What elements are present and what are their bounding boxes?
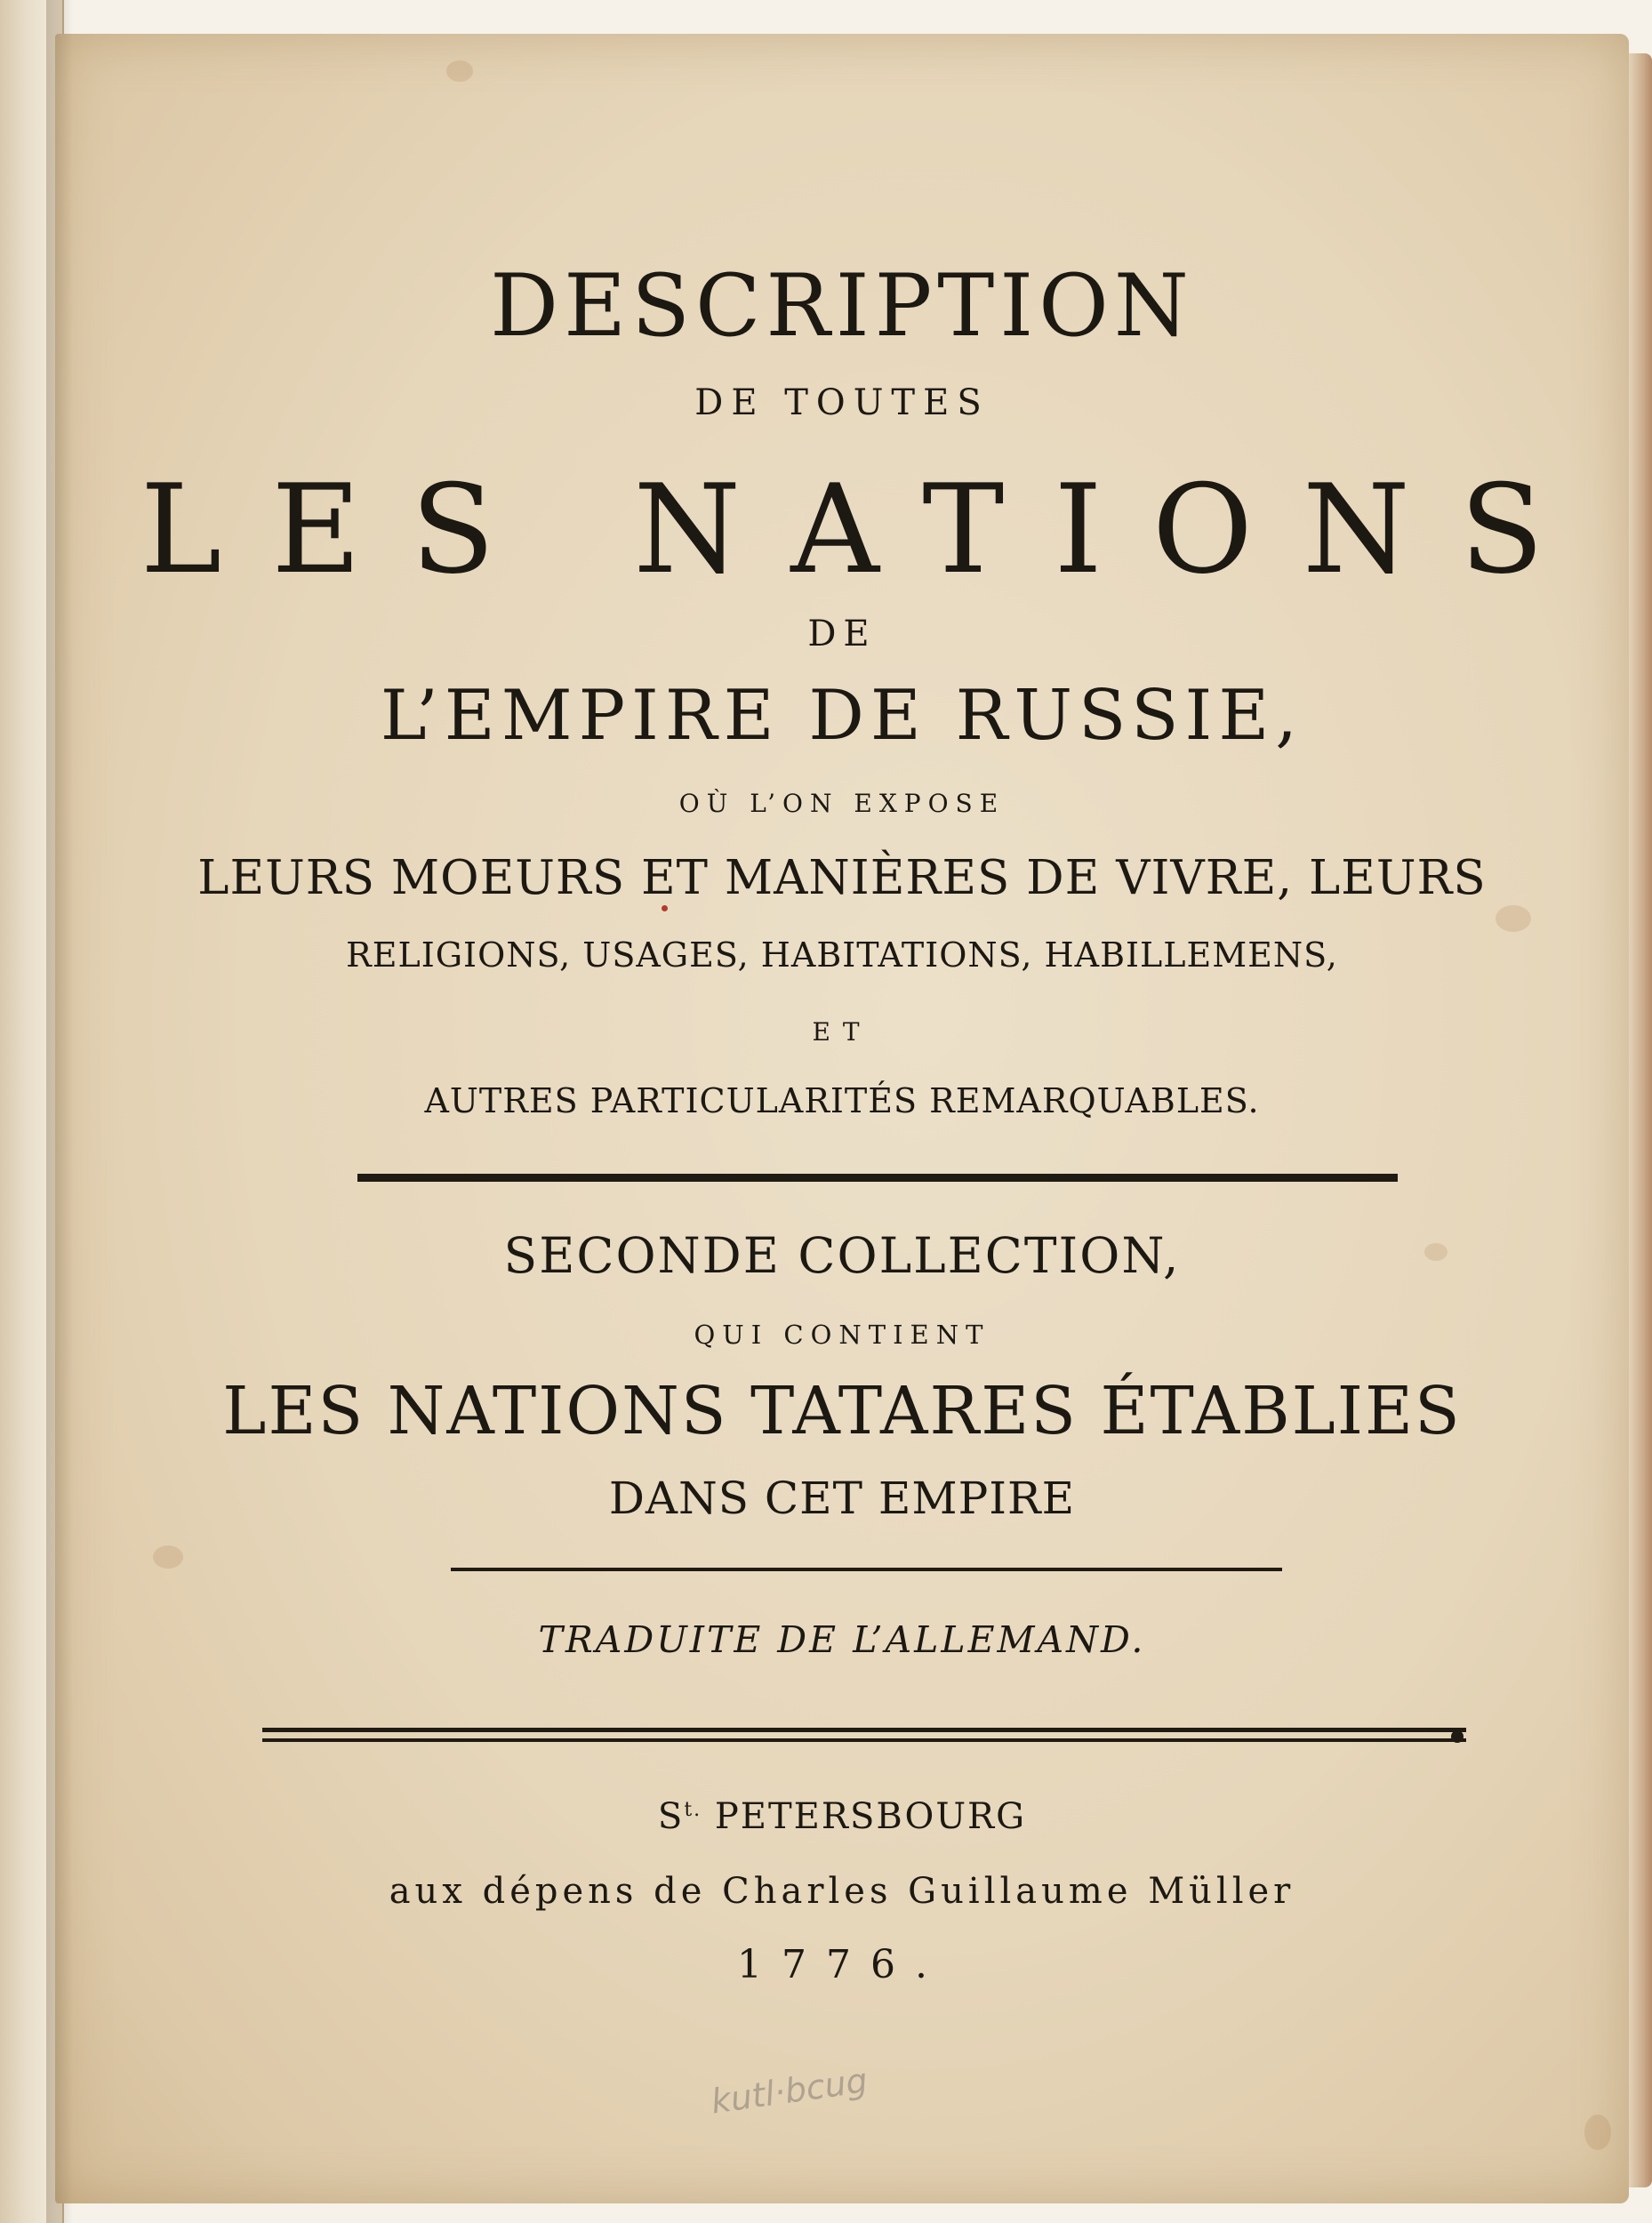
pencil-annotation: kutl·bcug: [708, 2060, 870, 2122]
right-cover-edge: [1625, 53, 1652, 2187]
title-de: DE: [807, 614, 877, 654]
imprint-year: 1776.: [737, 1942, 947, 1987]
separator-rule: [357, 1174, 1398, 1182]
imprint-city: [55, 1796, 1629, 1837]
collection-heading: SECONDE COLLECTION,: [503, 1227, 1181, 1284]
imprint-city-prefix: S: [657, 1796, 685, 1837]
subtitle-et: ET: [812, 1017, 872, 1047]
foxing-spot: [153, 1545, 183, 1569]
translation-note: TRADUITE DE L’ALLEMAND.: [538, 1618, 1146, 1661]
double-rule-bottom: [262, 1738, 1466, 1742]
imprint-publisher: aux dépens de Charles Guillaume Müller: [389, 1871, 1295, 1912]
red-ink-fleck: [662, 905, 668, 911]
title-les-nations: LES NATIONS: [140, 458, 1594, 601]
separator-rule-thin: [451, 1568, 1282, 1571]
title-description: DESCRIPTION: [490, 256, 1194, 356]
collection-dans-cet-empire: DANS CET EMPIRE: [608, 1473, 1076, 1524]
foxing-spot: [446, 60, 473, 82]
rule-end-ornament: [1451, 1730, 1464, 1743]
subtitle-ou-lon-expose: OÙ L’ON EXPOSE: [678, 789, 1006, 818]
foxing-spot: [1584, 2115, 1611, 2150]
subtitle-autres: AUTRES PARTICULARITÉS REMARQUABLES.: [424, 1081, 1260, 1120]
imprint-city-name: PETERSBOURG: [702, 1796, 1027, 1837]
double-rule-top: [262, 1728, 1466, 1732]
title-de-toutes: DE TOUTES: [694, 382, 990, 423]
foxing-spot: [1496, 905, 1531, 932]
collection-qui-contient: QUI CONTIENT: [694, 1320, 990, 1350]
imprint-city-superscript: t.: [684, 1799, 702, 1821]
collection-nations-tatares: LES NATIONS TATARES ÉTABLIES: [222, 1373, 1462, 1449]
title-empire: L’EMPIRE DE RUSSIE,: [380, 676, 1304, 756]
subtitle-moeurs: LEURS MOEURS ET MANIÈRES DE VIVRE, LEURS: [197, 851, 1487, 905]
subtitle-religions: RELIGIONS, USAGES, HABITATIONS, HABILLEMENS,: [346, 935, 1338, 975]
